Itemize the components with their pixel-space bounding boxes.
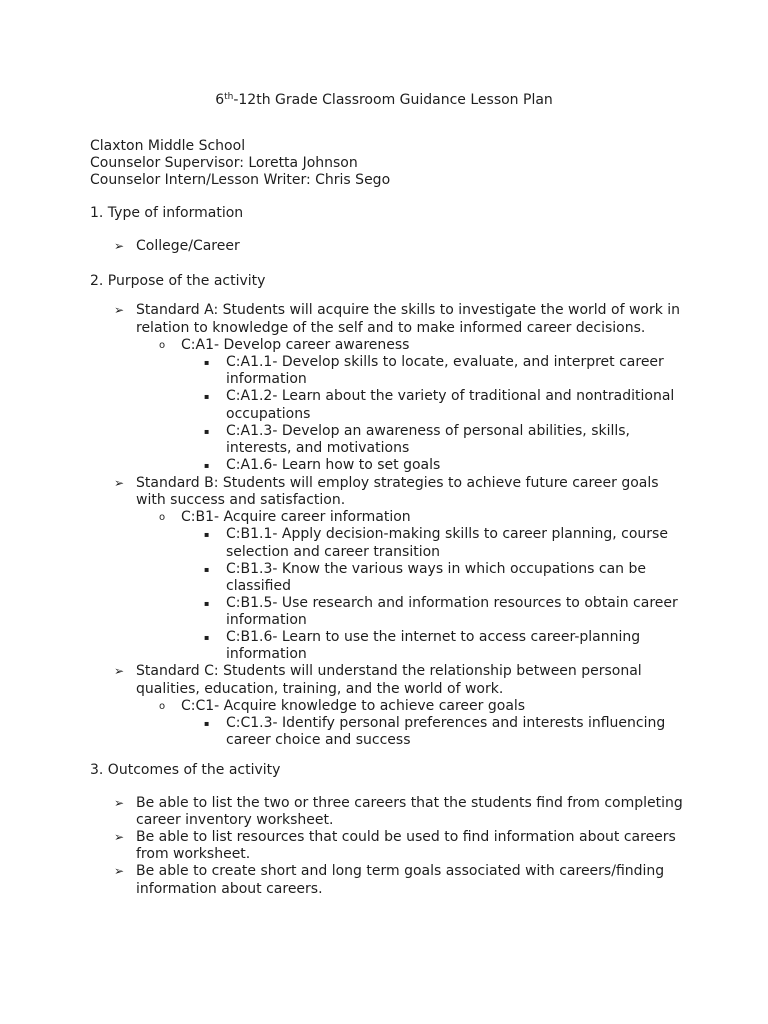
square-bullet-icon: ▪	[204, 461, 210, 470]
page-title: 6th-12th Grade Classroom Guidance Lesson Plan	[215, 92, 553, 108]
list-item: information	[226, 371, 307, 387]
list-item: selection and career transition	[226, 544, 441, 560]
arrow-bullet-icon: ➢	[114, 664, 125, 678]
counselor-intern: Counselor Intern/Lesson Writer: Chris Sego	[90, 172, 391, 188]
section-1-heading: 1. Type of information	[90, 205, 244, 221]
circle-bullet-icon: o	[159, 340, 166, 351]
standard-c-text: Standard C: Students will understand the relationship between personal	[136, 663, 642, 679]
list-item: Be able to create short and long term goals associated with careers/finding	[136, 863, 665, 879]
list-item: C:B1.1- Apply decision-making skills to career planning, course	[226, 526, 668, 542]
list-item: College/Career	[136, 238, 240, 254]
standard-c-sub: C:C1- Acquire knowledge to achieve career goals	[181, 698, 526, 714]
list-item: C:B1.6- Learn to use the internet to access career-planning	[226, 629, 641, 645]
list-item: career choice and success	[226, 732, 411, 748]
standard-a-text: relation to knowledge of the self and to make informed career decisions.	[136, 320, 646, 336]
counselor-supervisor: Counselor Supervisor: Loretta Johnson	[90, 155, 358, 171]
square-bullet-icon: ▪	[204, 358, 210, 367]
standard-b-text: Standard B: Students will employ strategies to achieve future career goals	[136, 475, 659, 491]
standard-b-text: with success and satisfaction.	[136, 492, 346, 508]
list-item: occupations	[226, 406, 311, 422]
arrow-bullet-icon: ➢	[114, 303, 125, 317]
list-item: information	[226, 646, 307, 662]
list-item: C:B1.5- Use research and information resources to obtain career	[226, 595, 678, 611]
standard-a-sub: C:A1- Develop career awareness	[181, 337, 410, 353]
square-bullet-icon: ▪	[204, 719, 210, 728]
section-3-heading: 3. Outcomes of the activity	[90, 762, 281, 778]
standard-b-sub: C:B1- Acquire career information	[181, 509, 411, 525]
list-item: C:A1.2- Learn about the variety of traditional and nontraditional	[226, 388, 675, 404]
list-item: information	[226, 612, 307, 628]
circle-bullet-icon: o	[159, 512, 166, 523]
section-2-heading: 2. Purpose of the activity	[90, 273, 266, 289]
list-item: C:C1.3- Identify personal preferences and interests influencing	[226, 715, 666, 731]
list-item: career inventory worksheet.	[136, 812, 334, 828]
list-item: Be able to list the two or three careers that the students find from completing	[136, 795, 683, 811]
square-bullet-icon: ▪	[204, 633, 210, 642]
list-item: C:A1.6- Learn how to set goals	[226, 457, 441, 473]
list-item: interests, and motivations	[226, 440, 410, 456]
square-bullet-icon: ▪	[204, 427, 210, 436]
arrow-bullet-icon: ➢	[114, 476, 125, 490]
standard-c-text: qualities, education, training, and the world of work.	[136, 681, 504, 697]
list-item: Be able to list resources that could be used to find information about careers	[136, 829, 676, 845]
arrow-bullet-icon: ➢	[114, 796, 125, 810]
list-item: C:A1.1- Develop skills to locate, evaluate, and interpret career	[226, 354, 664, 370]
arrow-bullet-icon: ➢	[114, 239, 125, 253]
list-item: information about careers.	[136, 881, 323, 897]
standard-a-text: Standard A: Students will acquire the skills to investigate the world of work in	[136, 302, 681, 318]
school-name: Claxton Middle School	[90, 138, 246, 154]
square-bullet-icon: ▪	[204, 599, 210, 608]
list-item: from worksheet.	[136, 846, 251, 862]
arrow-bullet-icon: ➢	[114, 864, 125, 878]
square-bullet-icon: ▪	[204, 392, 210, 401]
list-item: C:B1.3- Know the various ways in which occupations can be	[226, 561, 646, 577]
square-bullet-icon: ▪	[204, 565, 210, 574]
circle-bullet-icon: o	[159, 701, 166, 712]
list-item: C:A1.3- Develop an awareness of personal abilities, skills,	[226, 423, 631, 439]
list-item: classified	[226, 578, 291, 594]
arrow-bullet-icon: ➢	[114, 830, 125, 844]
square-bullet-icon: ▪	[204, 530, 210, 539]
